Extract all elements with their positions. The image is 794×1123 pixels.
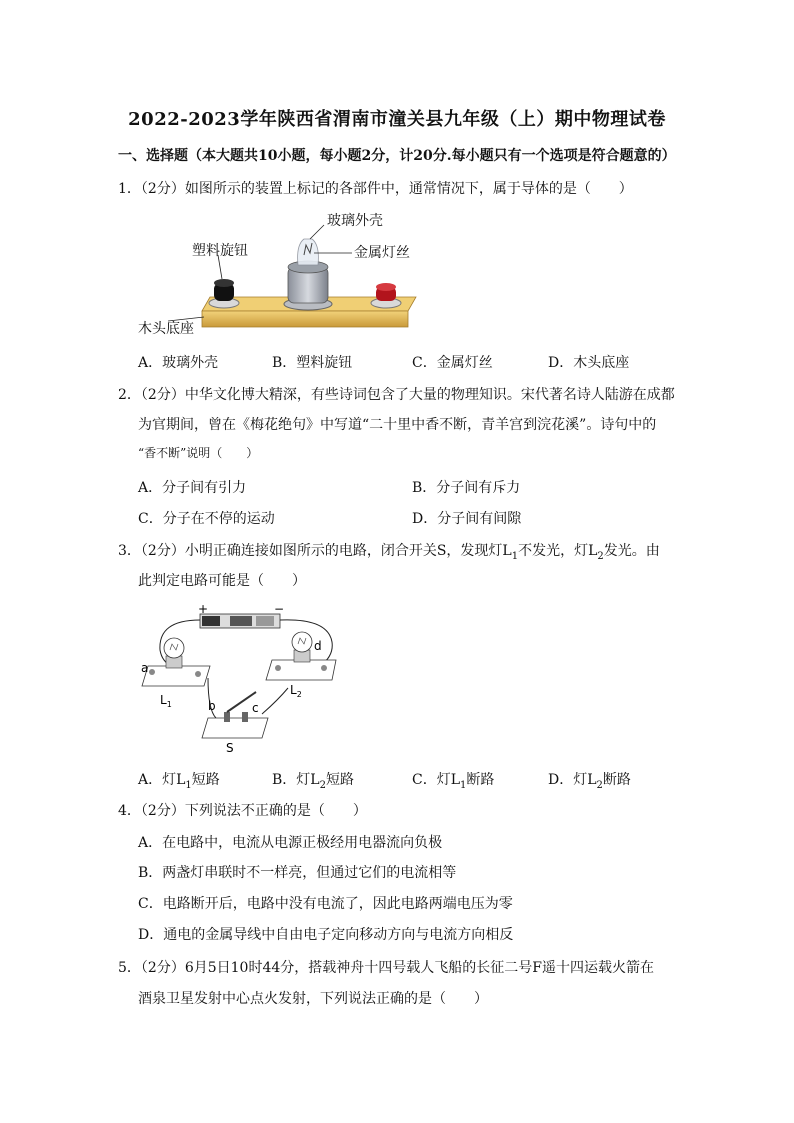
q3-option-c: C．灯$L_1$断路 [412,772,495,791]
label-plus: + [198,602,209,616]
q3-option-a: A．灯$L_1$短路 [138,772,220,791]
label-s: S [226,741,234,755]
label-plastic-knob: 塑料旋钮 [192,243,248,259]
label-wood-base: 木头底座 [138,321,194,337]
question-5-line-1: 5．（2分）6月5日10时44分，搭载神舟十四号载人飞船的长征二号F遥十四运载火箭在 [118,960,654,976]
label-b: b [208,699,216,713]
q3-option-d: D．灯$L_2$断路 [548,772,631,791]
question-3-line-2: 此判定电路可能是（ ） [138,573,306,589]
switch-board [202,718,268,738]
q4-option-c: C．电路断开后，电路中没有电流了，因此电路两端电压为零 [138,896,513,912]
question-5-line-2: 酒泉卫星发射中心点火发射，下列说法正确的是（ ） [138,991,488,1007]
l1-bulb [164,638,184,658]
wire-switch-l2 [262,688,288,714]
q4-option-b: B．两盏灯串联时不一样亮，但通过它们的电流相等 [138,865,457,881]
question-2-line-3: “香不断”说明（ ） [138,446,259,460]
label-l1: $L_1$ [160,693,172,709]
q1-option-b: B．塑料旋钮 [272,355,353,371]
question-1-stem: 1．（2分）如图所示的装置上标记的各部件中，通常情况下，属于导体的是（ ） [118,181,633,197]
label-metal-filament: 金属灯丝 [354,245,410,261]
q1-device-figure [138,205,428,340]
page-title: 2022-2023学年陕西省渭南市潼关县九年级（上）期中物理试卷 [128,109,666,130]
glass-shell [298,239,319,265]
q2-option-c: C．分子在不停的运动 [138,511,275,527]
q2-option-d: D．分子间有间隙 [412,511,522,527]
label-minus: − [274,602,285,616]
q2-option-a: A．分子间有引力 [138,480,247,496]
question-2-line-1: 2．（2分）中华文化博大精深，有些诗词包含了大量的物理知识。宋代著名诗人陆游在成都 [118,387,675,403]
q4-option-d: D．通电的金属导线中自由电子定向移动方向与电流方向相反 [138,927,514,943]
label-d: d [314,639,322,653]
question-3-line-1: 3．（2分）小明正确连接如图所示的电路，闭合开关S，发现灯$L_1$不发光，灯$L_2$发光。由 [118,543,660,562]
question-2-line-2: 为官期间，曾在《梅花绝句》中写道“二十里中香不断，青羊宫到浣花溪”。诗句中的 [138,417,657,433]
q1-option-c: C．金属灯丝 [412,355,493,371]
label-glass-shell: 玻璃外壳 [327,213,383,229]
l2-bulb [292,632,312,652]
q3-circuit-figure [138,600,348,755]
q1-option-a: A．玻璃外壳 [138,355,219,371]
q3-option-b: B．灯$L_2$短路 [272,772,354,791]
label-a: a [141,661,149,675]
wood-base-front [202,311,408,327]
q4-option-a: A．在电路中，电流从电源正极经用电器流向负极 [138,835,443,851]
section-heading: 一、选择题（本大题共10小题，每小题2分，计20分.每小题只有一个选项是符合题意的） [118,148,676,164]
q2-option-b: B．分子间有斥力 [412,480,521,496]
question-4-stem: 4．（2分）下列说法不正确的是（ ） [118,803,367,819]
label-l2: $L_2$ [290,683,302,699]
q1-option-d: D．木头底座 [548,355,630,371]
label-c: c [252,701,259,715]
